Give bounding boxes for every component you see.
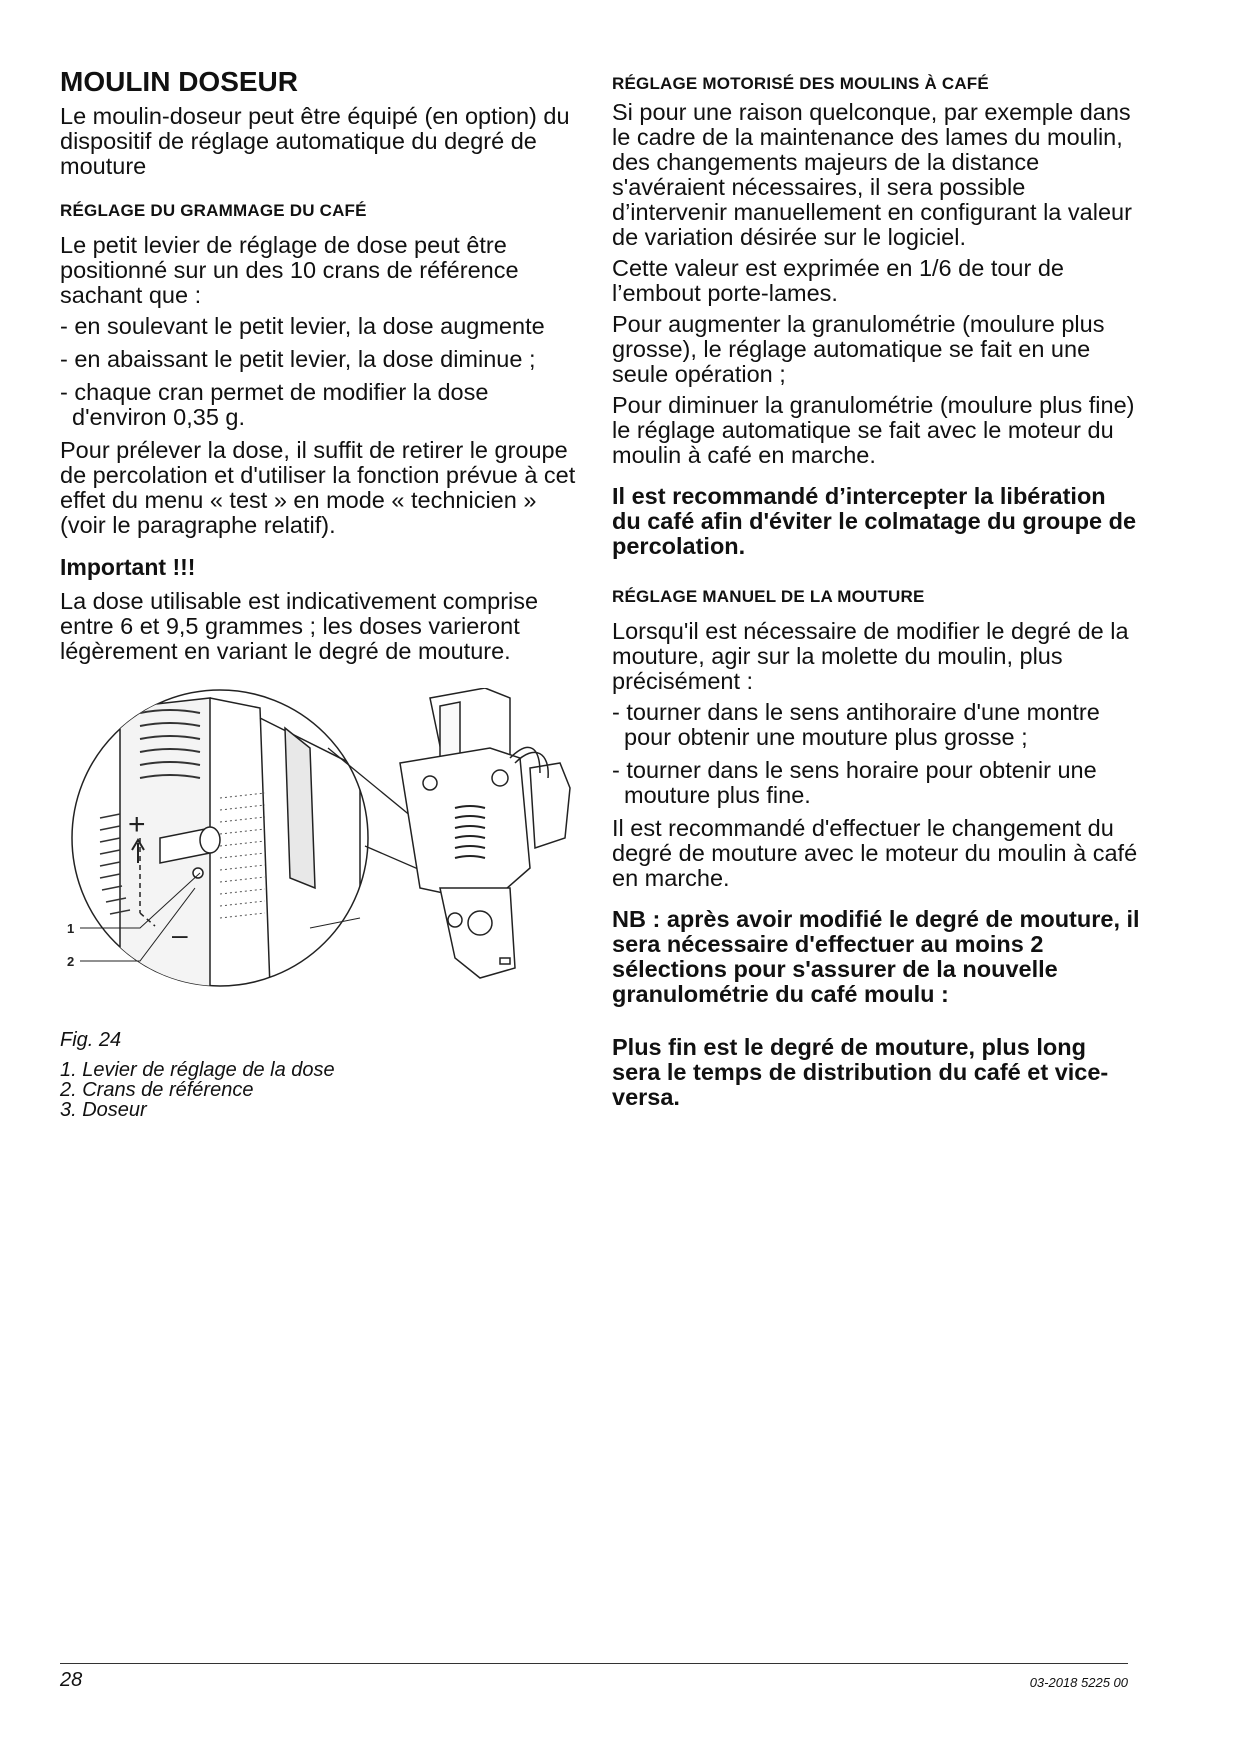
figure-caption: Fig. 24 <box>60 1029 122 1051</box>
manual-paragraph-1: Lorsqu'il est nécessaire de modifier le degré de la mouture, agir sur la molette du moulin, plus précisément : <box>612 618 1129 694</box>
motorized-paragraph-3: Pour augmenter la granulométrie (moulure plus grosse), le réglage automatique se fait en une seule opération ; <box>612 311 1105 387</box>
final-note-paragraph: Plus fin est le degré de mouture, plus long sera le temps de distribution du café et vice-versa. <box>612 1034 1109 1110</box>
list-item: 3. Doseur <box>60 1099 147 1121</box>
list-item: - en abaissant le petit levier, la dose diminue ; <box>60 346 536 372</box>
callout-label-2: 2 <box>67 954 75 969</box>
plus-sign: + <box>128 808 146 841</box>
list-item: 2. Crans de référence <box>60 1079 254 1101</box>
manual-paragraph-2: Il est recommandé d'effectuer le changement du degré de mouture avec le moteur du moulin à café en marche. <box>612 815 1138 891</box>
list-item: - chaque cran permet de modifier la dose d'environ 0,35 g. <box>60 379 489 430</box>
detail-magnifier <box>72 690 368 988</box>
grinder-doser-illustration <box>60 688 580 1018</box>
left-column <box>60 60 580 1120</box>
grinder-unit-drawing <box>400 688 570 978</box>
motorized-adjustment-heading: RÉGLAGE MOTORISÉ DES MOULINS À CAFÉ <box>612 74 989 93</box>
list-item: - en soulevant le petit levier, la dose augmente <box>60 313 545 339</box>
manual-bullet-list <box>612 700 1140 808</box>
important-heading: Important !!! <box>60 554 196 580</box>
page-number: 28 <box>60 1669 83 1691</box>
motorized-paragraph-4: Pour diminuer la granulométrie (moulure plus fine) le réglage automatique se fait avec le moteur du moulin à café en marche. <box>612 392 1135 468</box>
intro-paragraph: Le moulin-doseur peut être équipé (en option) du dispositif de réglage automatique du degré de mouture <box>60 103 570 179</box>
callout-label-1: 1 <box>67 921 75 936</box>
motorized-paragraph-1: Si pour une raison quelconque, par exemple dans le cadre de la maintenance des lames du moulin, des changements majeurs de la distance s'avéraient nécessaires, il sera possible d’intervenir manuellement en configurant la valeur de variation désirée sur le logiciel. <box>612 99 1132 250</box>
dose-sampling-paragraph: Pour prélever la dose, il suffit de retirer le groupe de percolation et d'utiliser la fonction prévue à cet effet du menu « test » en mode « technicien » (voir le paragraphe relatif). <box>60 437 576 538</box>
warning-paragraph: Il est recommandé d’intercepter la libération du café afin d'éviter le colmatage du groupe de percolation. <box>612 483 1137 559</box>
motorized-paragraph-2: Cette valeur est exprimée en 1/6 de tour de l’embout porte-lames. <box>612 255 1064 306</box>
dose-adjustment-paragraph: Le petit levier de réglage de dose peut être positionné sur un des 10 crans de référence sachant que : <box>60 232 519 308</box>
list-item: - tourner dans le sens antihoraire d'une montre pour obtenir une mouture plus grosse ; <box>612 699 1100 750</box>
page-title: MOULIN DOSEUR <box>60 66 298 97</box>
list-item: 1. Levier de réglage de la dose <box>60 1059 335 1081</box>
dose-bullet-list <box>60 314 580 430</box>
dose-adjustment-heading: RÉGLAGE DU GRAMMAGE DU CAFÉ <box>60 201 367 220</box>
figure-legend <box>60 1060 580 1120</box>
list-item: - tourner dans le sens horaire pour obtenir une mouture plus fine. <box>612 757 1097 808</box>
manual-adjustment-heading: RÉGLAGE MANUEL DE LA MOUTURE <box>612 587 925 606</box>
document-code: 03-2018 5225 00 <box>1029 1675 1128 1690</box>
minus-sign: – <box>172 919 188 950</box>
important-paragraph: La dose utilisable est indicativement comprise entre 6 et 9,5 grammes ; les doses varieront légèrement en variant le degré de mouture. <box>60 588 539 664</box>
footer-divider <box>60 1663 1128 1664</box>
right-column <box>612 60 1140 1116</box>
nb-paragraph: NB : après avoir modifié le degré de mouture, il sera nécessaire d'effectuer au moins 2 sélections pour s'assurer de la nouvelle granulométrie du café moulu : <box>612 906 1140 1007</box>
